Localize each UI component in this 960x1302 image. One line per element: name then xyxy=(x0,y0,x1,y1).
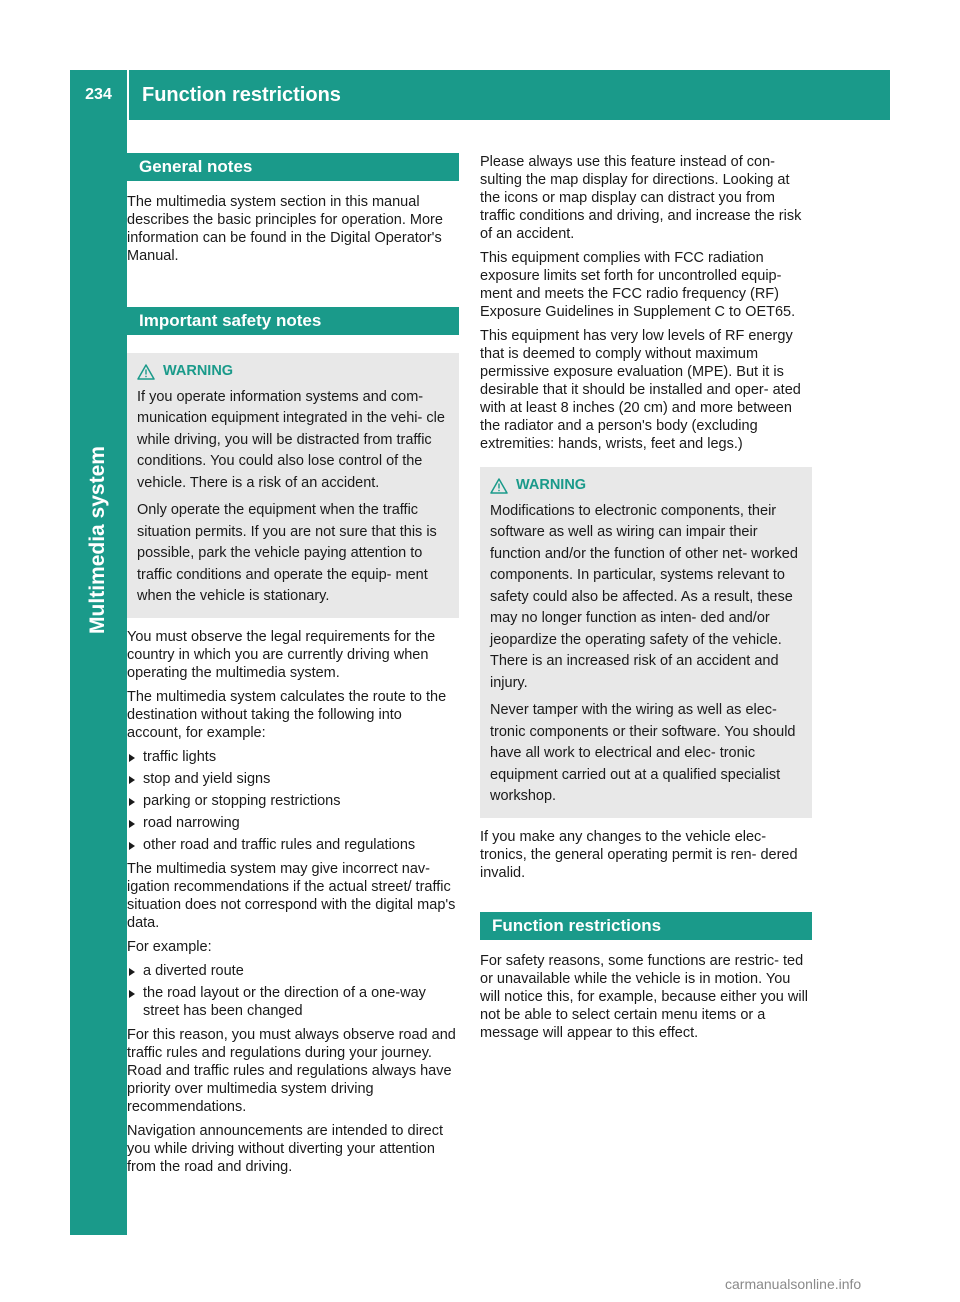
restrictions-list xyxy=(127,748,459,854)
page-number: 234 xyxy=(85,86,112,103)
list-item: other road and traffic rules and regulations xyxy=(127,836,459,854)
section-heading-general-notes: General notes xyxy=(127,153,459,181)
page-title: Function restrictions xyxy=(142,83,341,106)
example-list xyxy=(127,962,459,1020)
side-tab-label: Multimedia system xyxy=(86,446,109,634)
warning-paragraph: Never tamper with the wiring as well as elec- tronic components or their software. You should have all work to electrical and elec- tronic equipment carried out at a qualified specialist workshop. xyxy=(490,702,796,804)
body-paragraph: This equipment complies with FCC radiation exposure limits set forth for uncontrolled equip- ment and meets the FCC radio frequency (RF) Exposure Guidelines in Supplement C to OET65. xyxy=(480,250,796,320)
warning-box xyxy=(480,467,812,818)
right-column xyxy=(480,153,812,1048)
warning-header xyxy=(137,361,449,383)
body-paragraph: If you make any changes to the vehicle elec- tronics, the general operating permit is ren- dered invalid. xyxy=(480,828,798,881)
warning-paragraph: If you operate information systems and com- munication equipment integrated in the vehi- cle while driving, you will be distracted from traffic conditions. You could also lose control of the vehicle. There is a risk of an accident. xyxy=(137,388,445,491)
general-notes-text: The multimedia system section in this manual describes the basic principles for operation. More information can be found in the Digital Operator's Manual. xyxy=(127,194,443,264)
body-paragraph: You must observe the legal requirements for the country in which you are currently driving when operating the multimedia system. xyxy=(127,628,436,681)
section-heading-function-restrictions: Function restrictions xyxy=(480,912,812,940)
body-paragraph: For this reason, you must always observe road and traffic rules and regulations during your journey. Road and traffic rules and regulations always have priority over multimedia system driving recommendations. xyxy=(127,1026,456,1115)
warning-title: WARNING xyxy=(163,363,234,379)
warning-paragraph: Only operate the equipment when the traffic situation permits. If you are not sure that this is possible, park the vehicle paying attention to traffic conditions and operate the equip- ment when the vehicle is stationary. xyxy=(137,502,437,604)
list-item: the road layout or the direction of a one-way street has been changed xyxy=(127,984,459,1020)
body-paragraph: The multimedia system calculates the route to the destination without taking the following into account, for example: xyxy=(127,688,447,741)
warning-header xyxy=(490,475,802,497)
function-restrictions-text: For safety reasons, some functions are restric- ted or unavailable while the vehicle is in motion. You will notice this, for example, because either you will not be able to select certain menu items or a message will appear to this effect. xyxy=(480,952,809,1041)
warning-icon xyxy=(137,364,155,380)
warning-title: WARNING xyxy=(516,477,587,493)
body-paragraph: Please always use this feature instead of con- sulting the map display for directions. Looking at the icons or map display can distract you from traffic conditions and driving, and increase the risk of an accident. xyxy=(480,154,802,242)
body-paragraph: For example: xyxy=(127,938,212,955)
left-column xyxy=(127,153,459,1182)
warning-box xyxy=(127,353,459,618)
side-tab xyxy=(70,120,127,1235)
list-item: parking or stopping restrictions xyxy=(127,792,459,810)
warning-paragraph: Modifications to electronic components, their software as well as wiring can impair their function and/or the function of other net- worked components. In particular, systems relevant to safety could also be affected. As a result, these may no longer function as inten- ded and/or jeopardize the operating safety of the vehicle. There is an increased risk of an accident and injury. xyxy=(490,502,798,691)
body-paragraph: The multimedia system may give incorrect nav- igation recommendations if the actual street/ traffic situation does not correspond with the digital map's data. xyxy=(127,860,456,931)
section-heading-safety: Important safety notes xyxy=(127,307,459,335)
list-item: traffic lights xyxy=(127,748,459,766)
body-paragraph: This equipment has very low levels of RF energy that is deemed to comply without maximum permissive exposure evaluation (MPE). But it is desirable that it should be installed and oper- ated with at least 8 inches (20 cm) and more between the radiator and a person's body (excluding extremities: hands, wrists, feet and legs.) xyxy=(480,328,801,452)
list-item: a diverted route xyxy=(127,962,459,980)
header-divider xyxy=(127,70,129,120)
body-paragraph: Navigation announcements are intended to direct you while driving without diverting your attention from the road and driving. xyxy=(127,1122,443,1175)
list-item: road narrowing xyxy=(127,814,459,832)
list-item: stop and yield signs xyxy=(127,770,459,788)
watermark: carmanualsonline.info xyxy=(725,1276,862,1292)
warning-icon xyxy=(490,478,508,494)
